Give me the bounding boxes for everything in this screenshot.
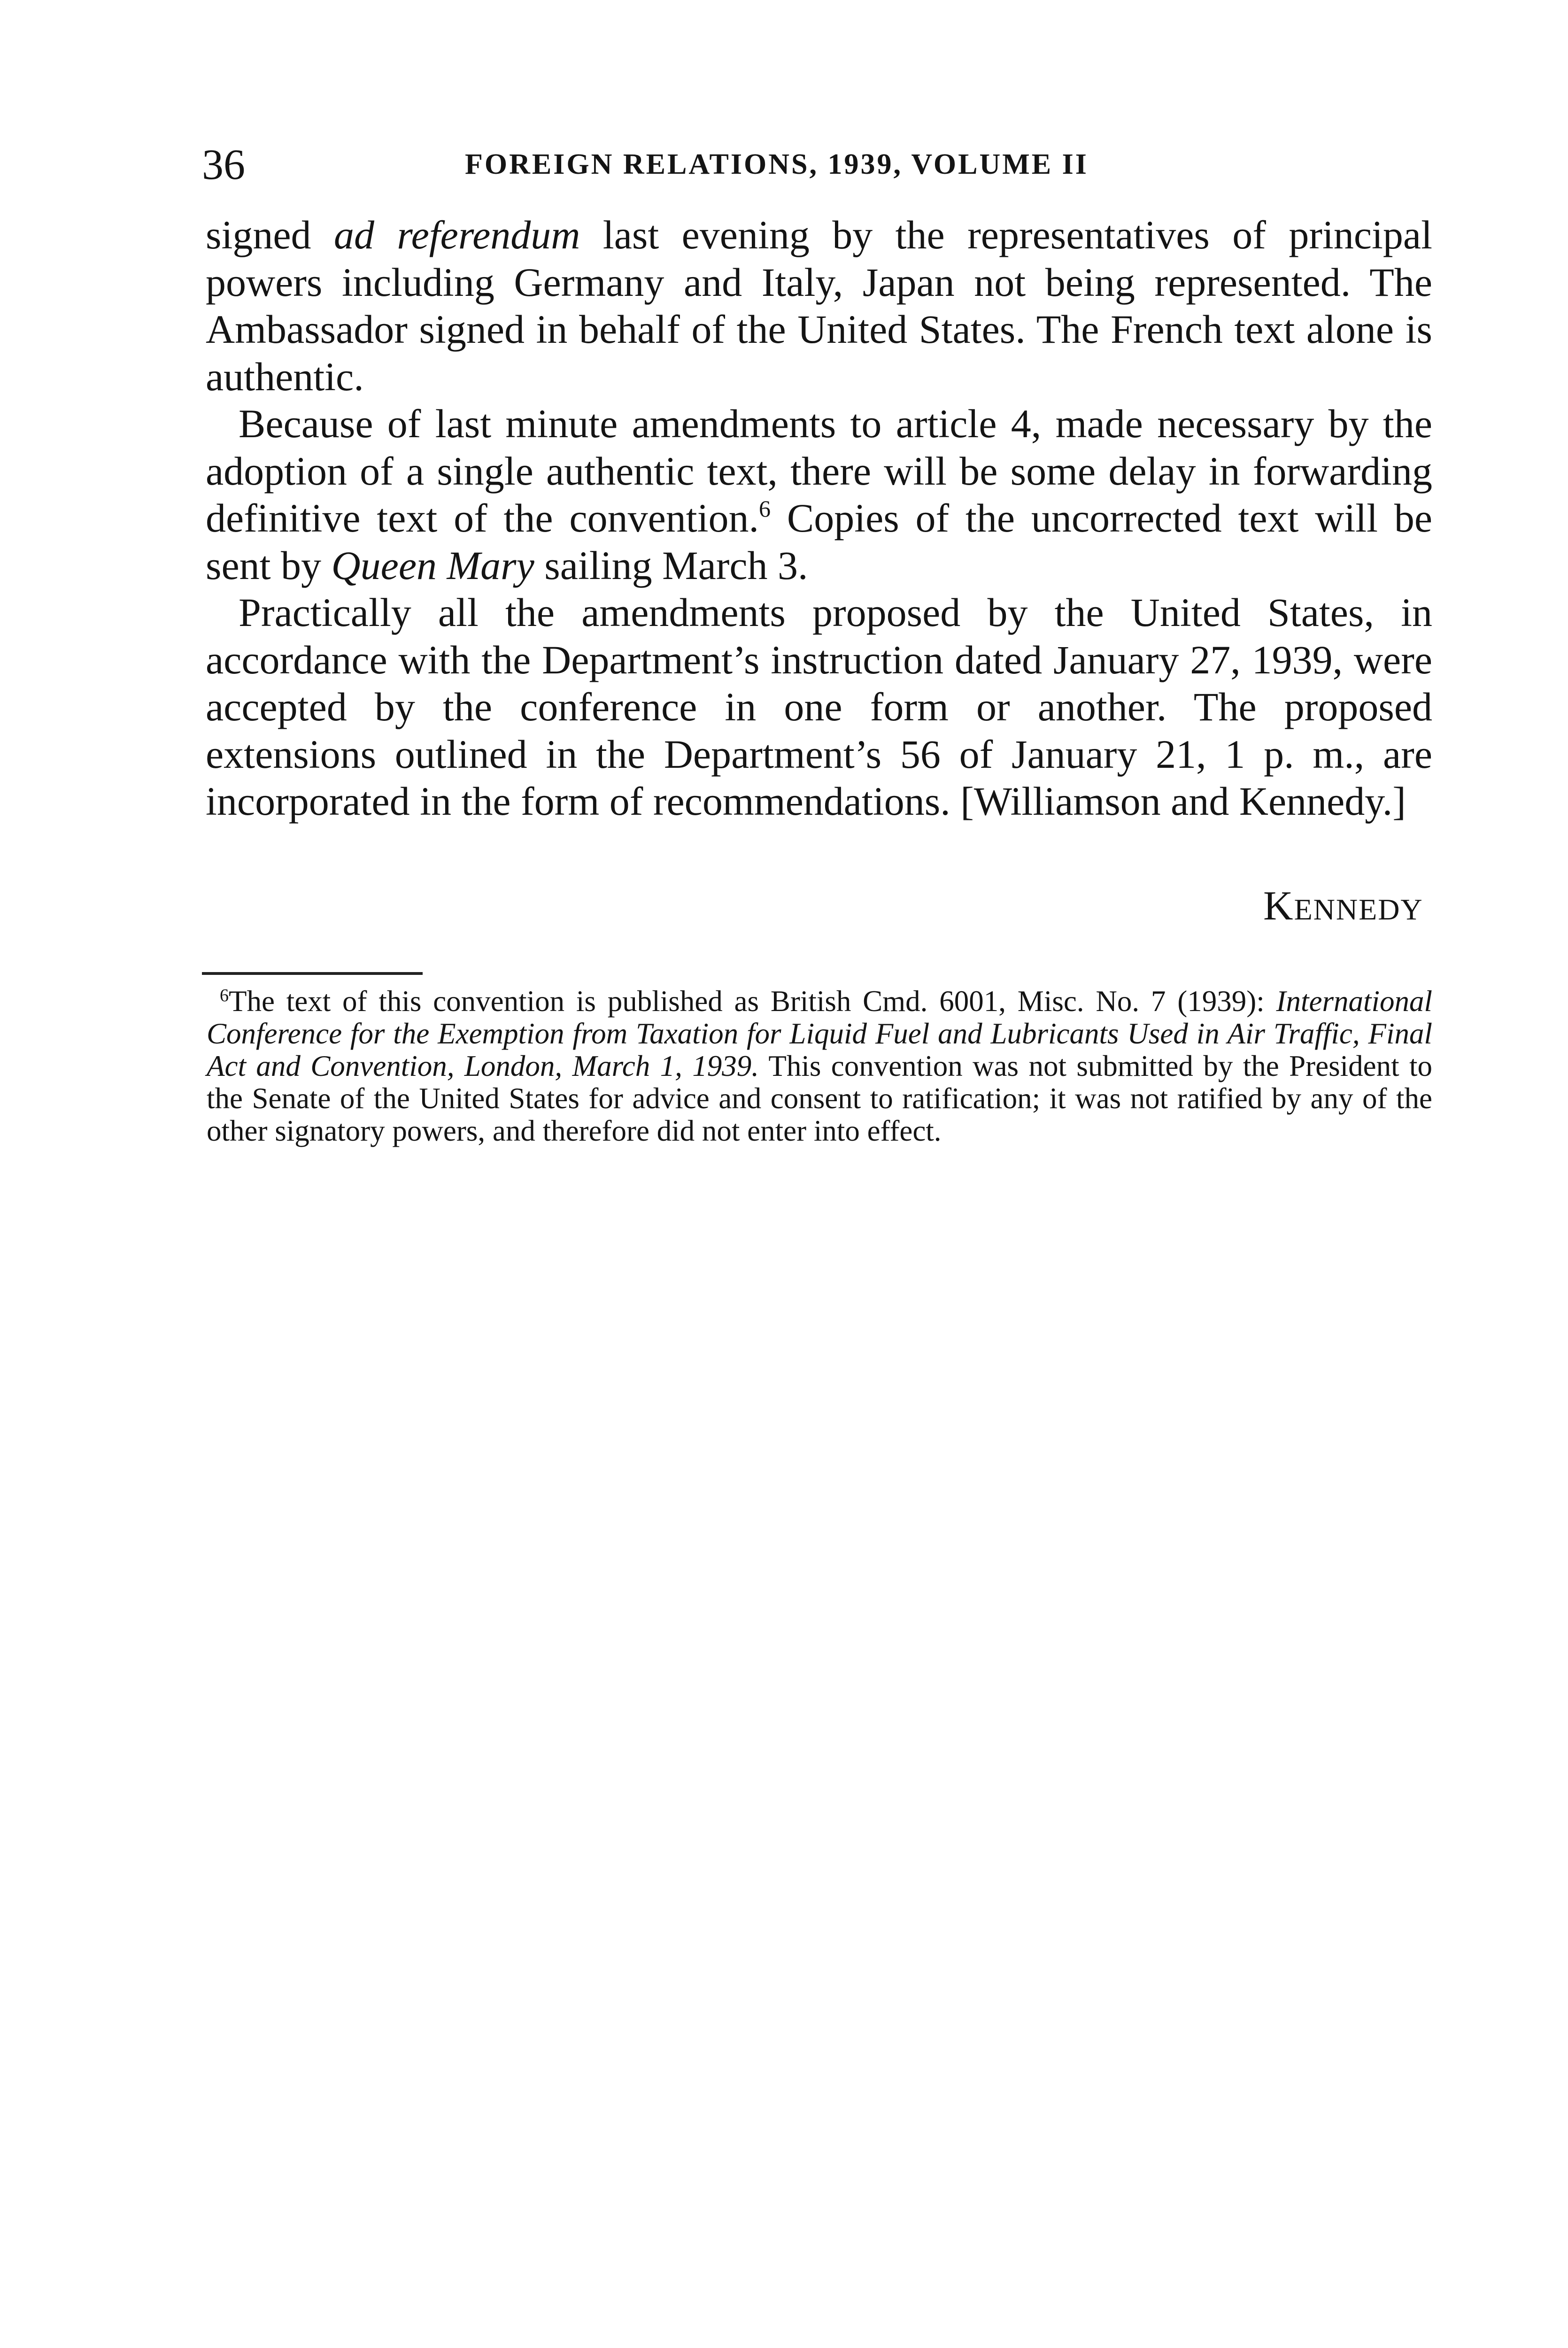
italic-queen-mary: Queen Mary <box>331 542 534 588</box>
signature <box>1263 883 1423 933</box>
footnote-reference: 6 <box>759 495 771 522</box>
paragraph-2-text-middle: Copies of the uncorrected text will be sent by <box>206 495 1432 588</box>
signature-initial: K <box>1263 883 1294 929</box>
footnote-marker: 6 <box>220 986 229 1005</box>
signature-rest: ENNEDY <box>1294 893 1423 926</box>
paragraph-1 <box>206 211 1432 400</box>
italic-ad-referendum: ad referendum <box>333 212 580 257</box>
paragraph-2-text-start: Because of last minute amendments to article 4, made necessary by the adoption of a single authentic text, there will be some delay in forwarding definitive text of the convention. <box>206 401 1432 541</box>
paragraph-1-text-end: last evening by the representatives of principal powers including Germany and Italy, Japan not being represented. The Ambassador signed in behalf of the United States. The French text alone is authentic. <box>206 212 1432 399</box>
running-title: FOREIGN RELATIONS, 1939, VOLUME II <box>465 148 1089 180</box>
footnote-divider <box>202 972 423 975</box>
footnotes <box>207 985 1432 1147</box>
footnote-italic-title: International Conference for the Exemption from Taxation for Liquid Fuel and Lubricants Used in Air Traffic, Final Act and Convention, London, March 1, 1939. <box>207 985 1432 1082</box>
page-number: 36 <box>202 140 245 188</box>
paragraph-3: Practically all the amendments proposed by the United States, in accordance with the Department’s instruction dated January 27, 1939, were accepted by the conference in one form or another. The proposed extensions outlined in the Department’s 56 of January 21, 1 p. m., are incorporated in the form of recommendations. [Williamson and Kennedy.] <box>206 590 1432 824</box>
paragraph-2-text-end: sailing March 3. <box>534 542 808 588</box>
paragraph-1-text-start: signed <box>206 212 334 257</box>
paragraph-2 <box>206 400 1432 589</box>
footnote-text-end: This convention was not submitted by the President to the Senate of the United States for advice and consent to ratification; it was not ratified by any of the other signatory powers, and therefore did not enter into effect. <box>207 1050 1432 1147</box>
page-header <box>202 136 1442 193</box>
footnote-text-start: The text of this convention is published as British Cmd. 6001, Misc. No. 7 (1939): <box>229 985 1276 1018</box>
body-text <box>206 211 1432 825</box>
footnote-6 <box>207 985 1432 1147</box>
